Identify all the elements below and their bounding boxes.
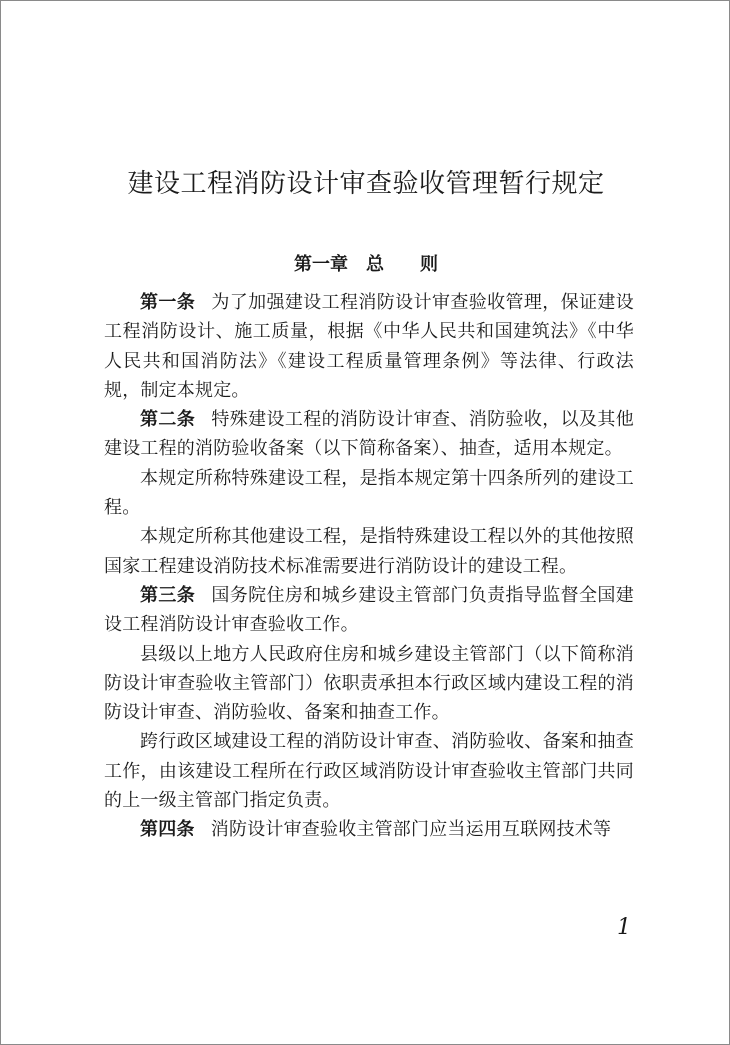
article-label: 第三条 (140, 584, 196, 606)
paragraph-text: 国务院住房和城乡建设主管部门负责指导监督全国建设工程消防设计审查验收工作。 (104, 584, 634, 636)
document-title: 建设工程消防设计审查验收管理暂行规定 (127, 169, 605, 199)
chapter-heading: 第一章 总 则 (294, 254, 438, 275)
article-label: 第四条 (140, 819, 195, 841)
article-3-clause-3 (104, 727, 634, 815)
article-3-paragraph (104, 581, 634, 640)
paragraph-text: 为了加强建设工程消防设计审查验收管理，保证建设工程消防设计、施工质量，根据《中华人民共和国建筑法》《中华人民共和国消防法》《建设工程质量管理条例》等法律、行政法规，制定本规定。 (104, 292, 634, 401)
article-4-paragraph (104, 815, 634, 844)
article-label: 第二条 (140, 409, 196, 431)
article-1-paragraph (104, 288, 634, 405)
paragraph-text: 消防设计审查验收主管部门应当运用互联网技术等 (210, 819, 612, 841)
paragraph-text: 本规定所称特殊建设工程，是指本规定第十四条所列的建设工程。 (104, 467, 634, 519)
article-label: 第一条 (140, 292, 196, 313)
article-3-clause-2 (104, 640, 634, 728)
paragraph-text: 特殊建设工程的消防设计审查、消防验收，以及其他建设工程的消防验收备案（以下简称备案）、抽查，适用本规定。 (104, 409, 634, 460)
page-number: 1 (617, 915, 631, 940)
article-2-paragraph (104, 405, 634, 464)
article-2-clause-2 (104, 464, 634, 523)
paragraph-text: 县级以上地方人民政府住房和城乡建设主管部门（以下简称消防设计审查验收主管部门）依职责承担本行政区域内建设工程的消防设计审查、消防验收、备案和抽查工作。 (104, 643, 634, 724)
paragraph-text: 本规定所称其他建设工程，是指特殊建设工程以外的其他按照国家工程建设消防技术标准需要进行消防设计的建设工程。 (104, 526, 634, 577)
article-2-clause-3 (104, 522, 634, 581)
document-body (104, 288, 634, 845)
paragraph-text: 跨行政区域建设工程的消防设计审查、消防验收、备案和抽查工作，由该建设工程所在行政区域消防设计审查验收主管部门共同的上一级主管部门指定负责。 (104, 731, 634, 812)
